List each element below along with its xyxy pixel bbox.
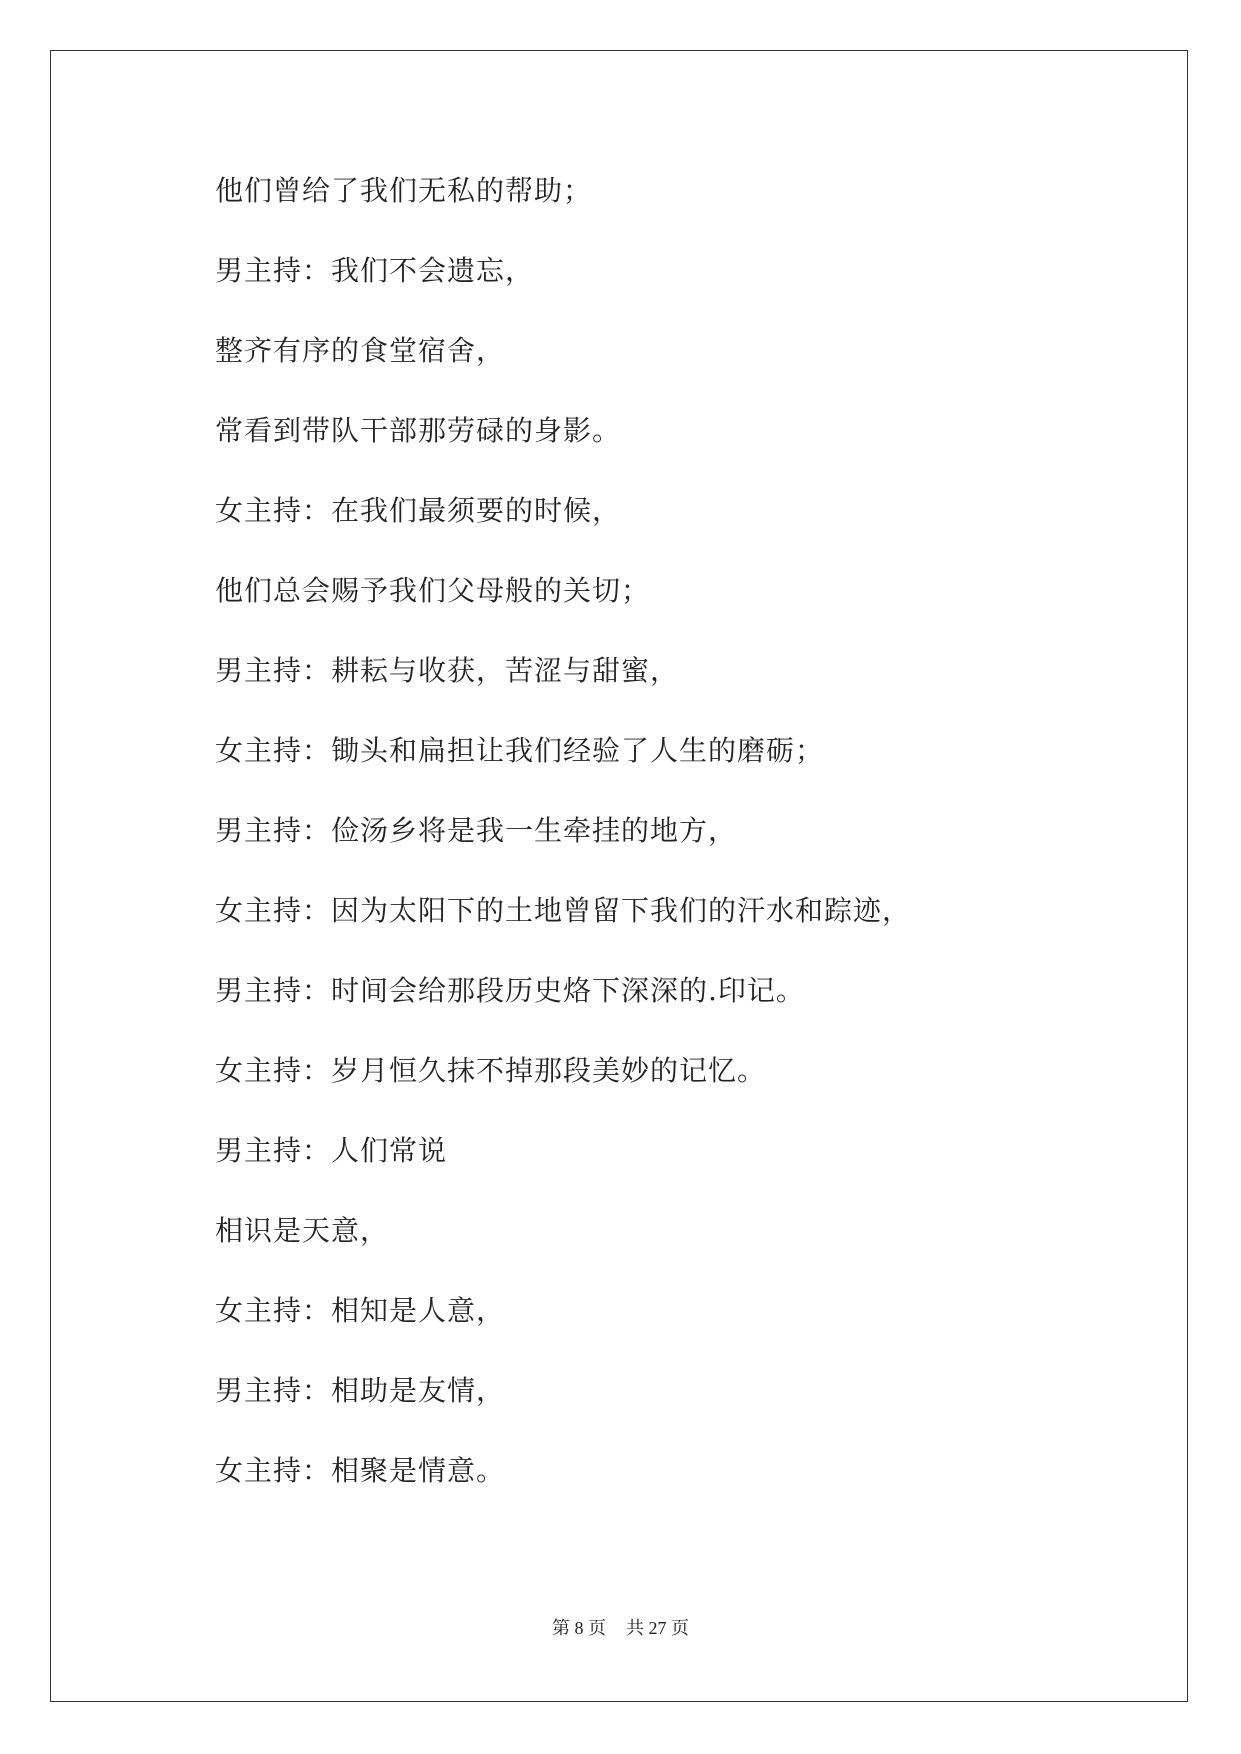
text-line: 男主持：相助是友情， (215, 1374, 506, 1407)
page-total: 共 27 页 (626, 1618, 689, 1638)
text-line: 女主持：在我们最须要的时候， (215, 494, 622, 527)
text-line: 男主持：人们常说 (215, 1134, 448, 1167)
text-line: 女主持：因为太阳下的土地曾留下我们的汗水和踪迹， (215, 894, 912, 927)
page-footer (0, 1616, 1241, 1640)
text-line: 女主持：岁月恒久抹不掉那段美妙的记忆。 (215, 1054, 767, 1087)
text-line: 男主持：时间会给那段历史烙下深深的.印记。 (215, 974, 805, 1007)
text-line: 男主持：耕耘与收获，苦涩与甜蜜， (215, 654, 680, 687)
text-line: 常看到带队干部那劳碌的身影。 (215, 414, 622, 447)
text-line: 女主持：相聚是情意。 (215, 1454, 506, 1487)
text-line: 女主持：锄头和扁担让我们经验了人生的磨砺； (215, 734, 825, 767)
text-line: 相识是天意， (215, 1214, 390, 1247)
text-line: 男主持：俭汤乡将是我一生牵挂的地方， (215, 814, 738, 847)
text-line: 女主持：相知是人意， (215, 1294, 506, 1327)
page-number: 第 8 页 (552, 1618, 606, 1638)
text-line: 整齐有序的食堂宿舍， (215, 334, 506, 367)
text-line: 男主持：我们不会遗忘， (215, 254, 535, 287)
text-line: 他们曾给了我们无私的帮助； (215, 174, 593, 207)
text-line: 他们总会赐予我们父母般的关切； (215, 574, 651, 607)
